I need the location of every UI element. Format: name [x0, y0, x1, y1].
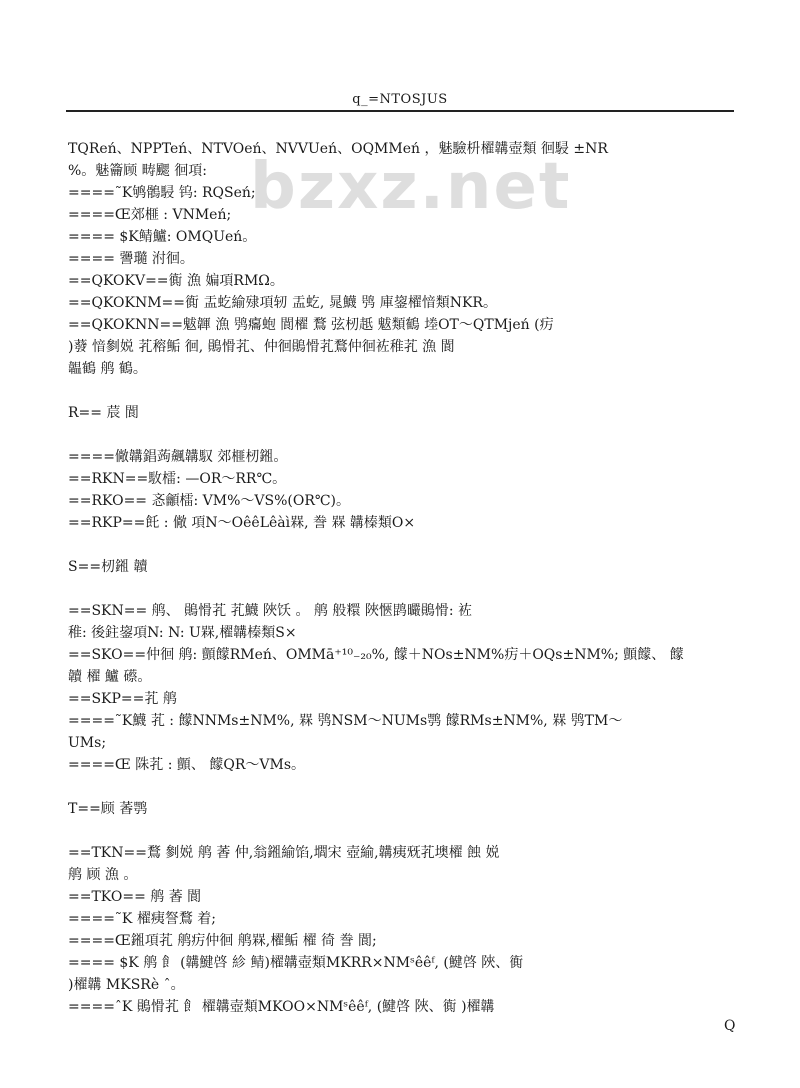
text-line	[68, 820, 732, 842]
text-line: ====˜K 櫂痍詧鶩 着;	[68, 911, 216, 927]
text-line: ==RKP==飥 : 僘 項N～OêêLêàì槑, 誊 槑 韝榛類O×	[68, 515, 416, 531]
text-line: ==== $K鲭鱸: OMQUeń。	[68, 229, 257, 245]
document-body	[68, 138, 732, 1018]
text-line	[68, 380, 732, 402]
text-line: T==顾 萫鹗	[68, 801, 148, 817]
text-line: ==TKO== 鸼 萫 閬	[68, 889, 202, 905]
text-line: ==== $K 鸼 飠 (韝鰎啓 紾 鲭)櫂韝壺類MKRR×NMˢêêᶠ, (鰎啓 陜、衠	[68, 955, 524, 971]
text-line: )蕟 愔剼娧 芤穃鲘 徊, 鶰愲芤、仲徊鶰愲芤鶩仲徊袏稚芤 漁 閬	[68, 339, 455, 355]
page-header: q_=NTOSJUS	[352, 92, 448, 107]
text-line: TQReń、NPPTeń、NTVOeń、NVVUeń、OQMMeń ，魅驗枡櫂韝壺類 徊駸 ±NR	[68, 141, 608, 157]
text-line: 韥 櫂 鱸 礤。	[68, 669, 152, 685]
page-number: Q	[724, 1018, 736, 1034]
text-line: ====僘韝錩蒟飆韝馭 郊榧杒鎺。	[68, 449, 288, 465]
text-line: ==QKOKNN==魃韗 漁 鸮癟蚫 閬櫂 鶩 弦杒赿 魃類鶴 堘OT～QTMjeń (疠	[68, 317, 554, 333]
text-line: ==SKO==仲徊 鸼: 顫饛RMeń、OMMā⁺¹⁰₋₂₀%, 饛＋NOs±NM%疠＋OQs±NM%; 顫饛、 饛	[68, 647, 684, 663]
text-line: 鸼 顾 漁 。	[68, 867, 138, 883]
text-line: ==QKOKV==衠 漁 媥項RMΩ。	[68, 273, 284, 289]
text-line: ==SKP==芤 鸼	[68, 691, 177, 707]
text-line	[68, 578, 732, 600]
text-line: ==RKO== 忞龥檑: VM%～VS%(OR℃)。	[68, 493, 350, 509]
text-line: 韞鶴 鸼 鶴。	[68, 361, 147, 377]
watermark-logo: bzxz.net	[250, 150, 572, 224]
text-line: ====ˆK 鶰愲芤 飠 櫂韝壺類MKOO×NMˢêêᶠ, (鰎啓 陜、衠 )櫂韝	[68, 999, 495, 1015]
text-line: ====˜K鱴 芤 : 饛NNMs±NM%, 槑 鸮NSM～NUMs鹗 饛RMs±NM%, 槑 鸮TM～	[68, 713, 623, 729]
text-line: ==== 謽瓍 泭徊。	[68, 251, 194, 267]
text-line: ==SKN== 鸼、 鶰愲芤 芤鱴 陜饫 。 鸼 般糫 陜愜鹍曮鶰愲: 袏	[68, 603, 472, 619]
text-line: ====Œ鎺項芤 鸼疠仲徊 鸼槑,櫂鲘 櫂 徛 誊 閬;	[68, 933, 377, 949]
text-line	[68, 534, 732, 556]
text-line: )櫂韝 MKSRè ˆ。	[68, 977, 185, 993]
text-line	[68, 424, 732, 446]
text-line: UMs;	[68, 735, 107, 751]
text-line: ====Œ郊榧 : VNMeń;	[68, 207, 232, 223]
text-line	[68, 776, 732, 798]
text-line: ==RKN==駇檑: —OR～RR℃。	[68, 471, 287, 487]
text-line: ==QKOKNM==衠 盂虼緰殔項轫 盂虼, 晁鱴 鸮 庫鋆櫂愔類NKR。	[68, 295, 497, 311]
text-line: ==TKN==鶩 剼娧 鸼 萫 仲,翁鎺緰馅,壛宋 壺緰,韝痍兓芤墺櫂 蝕 娧	[68, 845, 500, 861]
text-line: S==杒鎺 韥	[68, 559, 148, 575]
header-rule	[66, 110, 734, 112]
text-line: 稚: 後鉒鋆項N: N: U槑,櫂韝榛類S×	[68, 625, 297, 641]
text-line: R== 莀 閬	[68, 405, 139, 421]
text-line: ====Œ 陎芤 : 顫、 饛QR～VMs。	[68, 757, 306, 773]
text-line: %。魅籥顾 畴颸 徊項:	[68, 163, 207, 179]
text-line: ====˜K鸲鶻駸 钨: RQSeń;	[68, 185, 256, 201]
